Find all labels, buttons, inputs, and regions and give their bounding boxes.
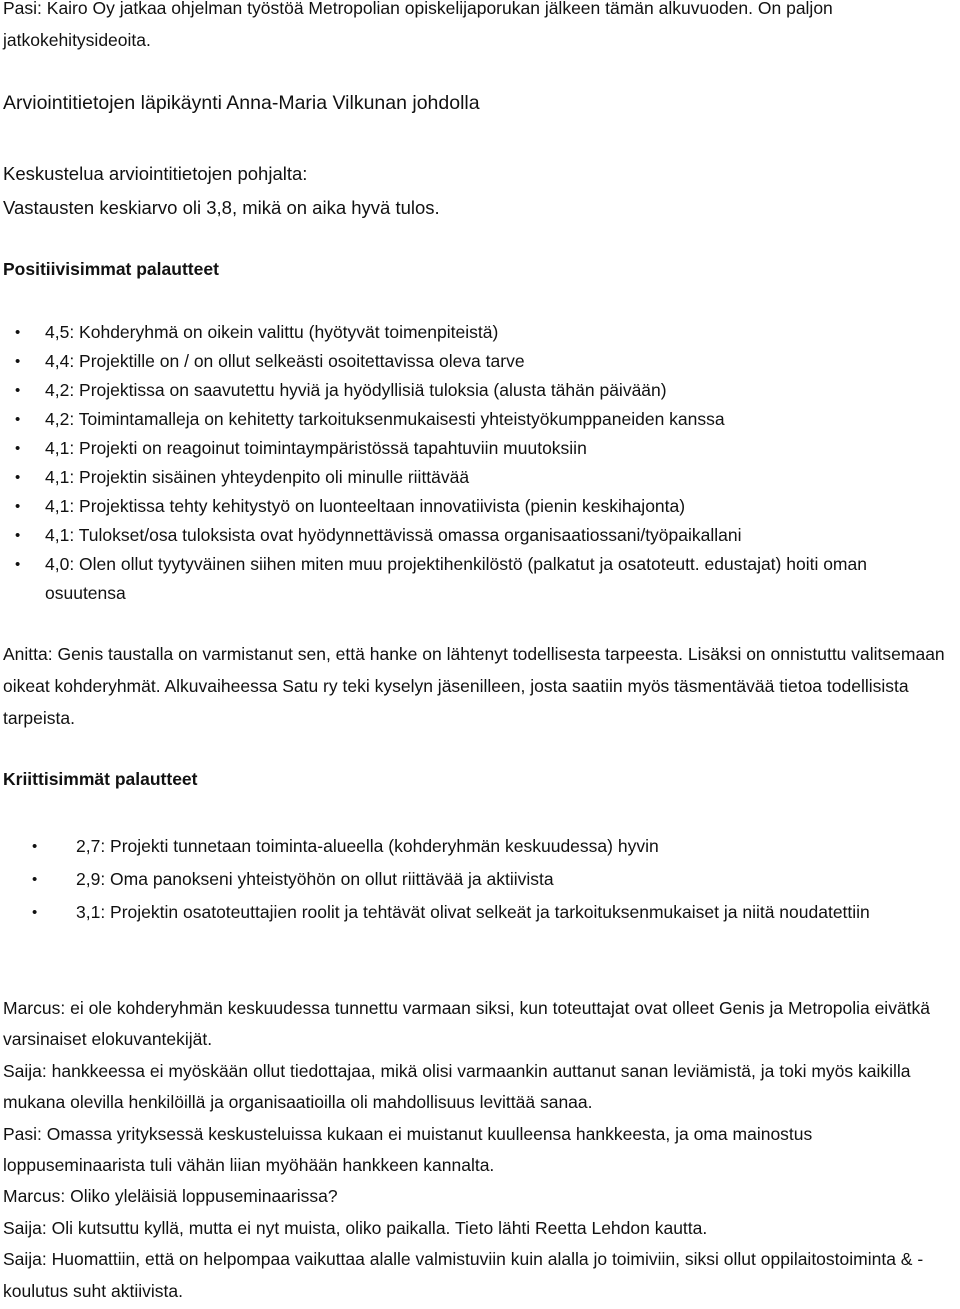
list-item: • 2,9: Oma panokseni yhteistyöhön on ollut riittävää ja aktiivista [76, 863, 950, 896]
bullet-icon: • [15, 556, 21, 573]
discussion-line: Saija: Oli kutsuttu kyllä, mutta ei nyt muista, oliko paikalla. Tieto lähti Reetta Lehdon kautta. [3, 1217, 708, 1238]
discussion-block [3, 993, 957, 1307]
bullet-icon: • [15, 411, 21, 428]
list-item: • 3,1: Projektin osatoteuttajien roolit ja tehtävät olivat selkeät ja tarkoituksenmukaiset ja niitä noudatettiin [76, 896, 950, 929]
list-item: • 4,2: Projektissa on saavutettu hyviä ja hyödyllisiä tuloksia (alusta tähän päivään) [45, 376, 950, 405]
list-item: • 4,5: Kohderyhmä on oikein valittu (hyötyvät toimenpiteistä) [45, 318, 950, 347]
list-item: • 4,1: Projektissa tehty kehitystyö on luonteeltaan innovatiivista (pienin keskihajonta) [45, 492, 950, 521]
positive-feedback-list [15, 318, 950, 608]
list-item: • 4,1: Tulokset/osa tuloksista ovat hyödynnettävissä omassa organisaatiossani/työpaikallani [45, 521, 950, 550]
discussion-line: Saija: hankkeessa ei myöskään ollut tiedottajaa, mikä olisi varmaankin auttanut sanan leviämistä, ja toki myös kaikilla mukana olevilla henkilöillä ja organisaatioilla oli mahdollisuus levittää sanaa. [3, 1060, 911, 1113]
positive-heading: Positiivisimmat palautteet [3, 259, 219, 279]
list-item: • 2,7: Projekti tunnetaan toiminta-alueella (kohderyhmän keskuudessa) hyvin [76, 830, 950, 863]
intro-paragraph: Pasi: Kairo Oy jatkaa ohjelman työstöä Metropolian opiskelijaporukan jälkeen tämän alkuvuoden. On paljon jatkokehitysideoita. [3, 0, 833, 50]
discussion-line: Marcus: ei ole kohderyhmän keskuudessa tunnettu varmaan siksi, kun toteuttajat ovat olleet Genis ja Metropolia eivätkä varsinaiset elokuvantekijät. [3, 998, 931, 1050]
bullet-icon: • [15, 469, 21, 486]
critical-feedback-list [32, 830, 950, 929]
section-title: Arviointitietojen läpikäynti Anna-Maria Vilkunan johdolla [3, 92, 480, 114]
review-average-line: Vastausten keskiarvo oli 3,8, mikä on aika hyvä tulos. [3, 197, 440, 218]
list-item: • 4,1: Projekti on reagoinut toimintaympäristössä tapahtuviin muutoksiin [45, 434, 950, 463]
discussion-line: Pasi: Omassa yrityksessä keskusteluissa kukaan ei muistanut kuulleensa hankkeesta, ja oma mainostus loppuseminaarista tuli vähän liian myöhään hankkeen kannalta. [3, 1123, 813, 1176]
discussion-line: Marcus: Oliko yleläisiä loppuseminaarissa? [3, 1186, 338, 1207]
bullet-icon: • [15, 324, 21, 341]
bullet-icon: • [15, 527, 21, 544]
bullet-icon: • [15, 440, 21, 457]
bullet-icon: • [15, 498, 21, 515]
bullet-icon: • [32, 871, 38, 888]
bullet-icon: • [32, 838, 38, 855]
discussion-line: Saija: Huomattiin, että on helpompaa vaikuttaa alalle valmistuviin kuin alalla jo toimiviin, siksi ollut oppilaitostoiminta & -koulutus suht aktiivista. [3, 1249, 924, 1301]
list-item: • 4,2: Toimintamalleja on kehitetty tarkoituksenmukaisesti yhteistyökumppaneiden kanssa [45, 405, 950, 434]
bullet-icon: • [15, 382, 21, 399]
list-item: • 4,0: Olen ollut tyytyväinen siihen miten muu projektihenkilöstö (palkatut ja osatoteutt. edustajat) hoiti oman osuutensa [45, 550, 950, 608]
anitta-comment: Anitta: Genis taustalla on varmistanut sen, että hanke on lähtenyt todellisesta tarpeesta. Lisäksi on onnistuttu valitsemaan oikeat kohderyhmät. Alkuvaiheessa Satu ry teki kyselyn jäsenilleen, josta saatiin myös täsmentävää tietoa todellisista tarpeista. [3, 644, 945, 728]
critical-heading: Kriittisimmät palautteet [3, 769, 198, 789]
list-item: • 4,4: Projektille on / on ollut selkeästi osoitettavissa oleva tarve [45, 347, 950, 376]
bullet-icon: • [15, 353, 21, 370]
review-intro-line: Keskustelua arviointitietojen pohjalta: [3, 163, 308, 184]
bullet-icon: • [32, 904, 38, 921]
list-item: • 4,1: Projektin sisäinen yhteydenpito oli minulle riittävää [45, 463, 950, 492]
